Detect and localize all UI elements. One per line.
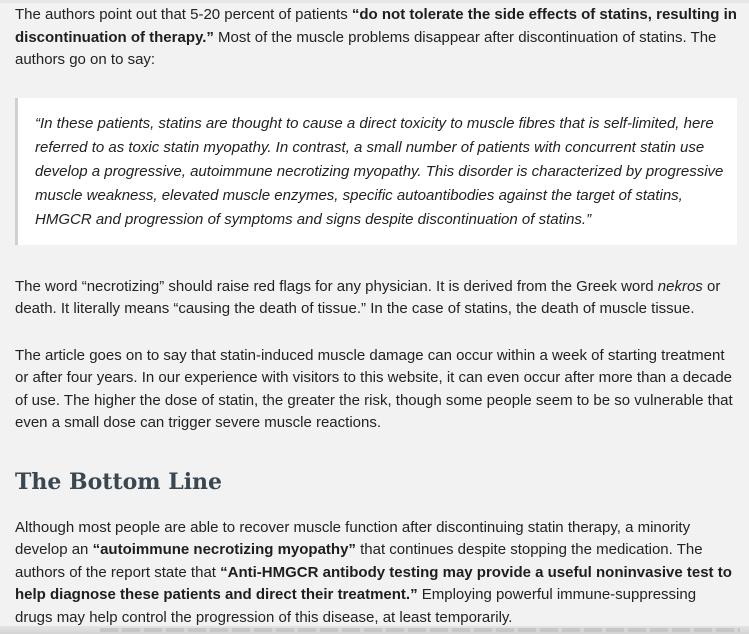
block-quote: “In these patients, statins are thought to cause a direct toxicity to muscle fibres that is self-limited, here referred to as toxic statin myopathy. In contrast, a small number of patients with concurrent statin use develop a progressive, autoimmune necrotizing myopathy. This disorder is characterized by progressive muscle weakness, elevated muscle enzymes, specific autoantibodies against the target of statins, HMGCR and progression of symptoms and signs despite discontinuation of statins.”	[15, 98, 737, 245]
italic-term-nekros: nekros	[657, 277, 703, 295]
paragraph-bottom-line	[15, 517, 737, 630]
cut-off-next-line	[0, 626, 749, 634]
bold-quote-antibody-testing: “Anti-HMGCR antibody testing may provide a useful noninvasive test to help diagnose these patients and direct their treatment.”	[15, 563, 732, 603]
article-body	[15, 0, 737, 629]
text-segment: Most of the muscle problems disappear after discontinuation of statins. The authors go on to say:	[15, 28, 717, 68]
clipped-text-ghost	[100, 628, 740, 632]
paragraph-muscle-damage-timing: The article goes on to say that statin-induced muscle damage can occur within a week of starting treatment or after four years. In our experience with visitors to this website, it can even occur after more than a decade of use. The higher the dose of statin, the greater the risk, though some people seem to be so vulnerable that even a small dose can trigger severe muscle reactions.	[15, 346, 733, 431]
text-segment: Employing powerful immune-suppressing drugs may help control the progression of this disease, at least temporarily.	[15, 586, 697, 626]
text-segment: The authors point out that 5-20 percent of patients	[15, 6, 352, 23]
paragraph-statin-intolerance	[15, 0, 737, 72]
text-segment: Although most people are able to recover muscle function after discontinuing statin therapy, a minority develop an	[15, 518, 691, 558]
text-segment: that continues despite stopping the medication. The authors of the report state that	[15, 541, 703, 581]
text-segment: or death. It literally means “causing the death of tissue.” In the case of statins, the death of muscle tissue.	[15, 277, 721, 317]
bold-quote-discontinuation: “do not tolerate the side effects of statins, resulting in discontinuation of therapy.”	[15, 6, 737, 46]
bold-term-autoimmune-myopathy: “autoimmune necrotizing myopathy”	[92, 541, 356, 558]
paragraph-necrotizing	[15, 276, 737, 321]
text-segment: The word “necrotizing” should raise red flags for any physician. It is derived from the Greek word	[15, 277, 658, 295]
section-heading-bottom-line: The Bottom Line	[15, 468, 223, 495]
